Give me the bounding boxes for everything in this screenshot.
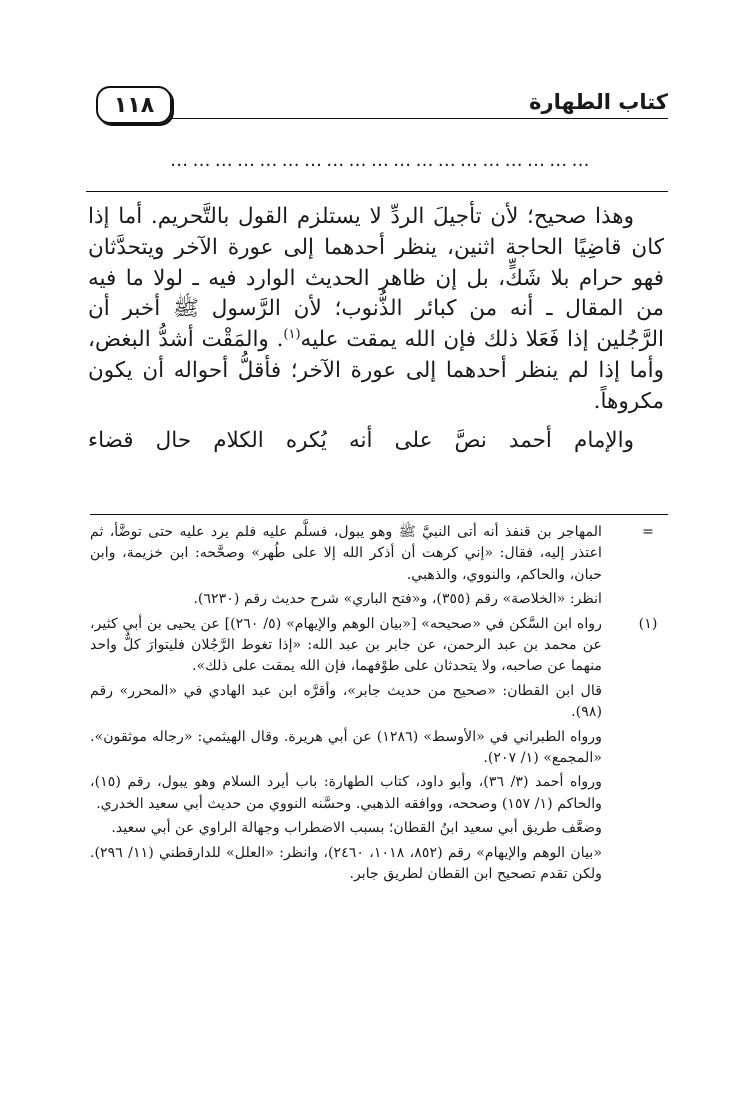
page-header <box>96 86 668 126</box>
footnote-1 <box>90 614 668 886</box>
header-rule <box>170 118 668 119</box>
book-title: كتاب الطهارة <box>529 90 668 114</box>
main-text <box>88 202 664 456</box>
dots-divider: ………………………………………………… <box>170 150 594 171</box>
footnote-line: انظر: «الخلاصة» رقم (٣٥٥)، و«فتح الباري» شرح حديث رقم (٦٢٣٠). <box>193 591 602 608</box>
page-number: ١١٨ <box>96 86 172 124</box>
footnote-line: رواه ابن السَّكن في «صحيحه» [«بيان الوهم والإيهام» (٥/ ٢٦٠)] عن يحيى بن أبي كثير، عن محمد بن عبد الرحمن، عن جابر بن عبد الله: «إذا تغوط الرَّجُلان فليتوارَ كلٌّ واحد منهما عن صاحبه، ولا يتحدثان على طوْفهما، فإن الله يمقت على ذلك». <box>90 615 602 675</box>
paragraph-1-text: وهذا صحيح؛ لأن تأجيلَ الردِّ لا يستلزم القول بالتَّحريم. أما إذا كان قاضِيًا الحاجة اثنين، ينظر أحدهما إلى عورة الآخر ويتحدَّثان فهو حرام بلا شَكٍّ، بل إن ظاهر الحديث الوارد فيه ـ لولا ما فيه من المقال ـ أنه من كبائر الذُّنوب؛ لأن الرَّسول ﷺ أخبر أن الرَّجُلين إذا فَعَلا ذلك فإن الله يمقت عليه <box>88 204 664 353</box>
footnote-line: قال ابن القطان: «صحيح من حديث جابر»، وأقرَّه ابن عبد الهادي في «المحرر» رقم (٩٨). <box>90 682 602 721</box>
top-rule <box>86 191 668 192</box>
main-paragraph-2: والإمام أحمد نصَّ على أنه يُكره الكلام حال قضاء <box>88 427 634 453</box>
main-paragraph-1 <box>88 202 664 418</box>
footnotes <box>90 522 668 889</box>
footnote-line: ورواه الطبراني في «الأوسط» (١٢٨٦) عن أبي هريرة. وقال الهيثمي: «رجاله موثقون». «المجمع» (١/ ٢٠٧). <box>90 728 602 767</box>
footnote-1-marker: (١) <box>638 615 658 632</box>
footnote-line: المهاجر بن قنفذ أنه أتى النبيَّ ﷺ وهو يبول، فسلَّم عليه فلم يرد عليه حتى توضَّأ، ثم اعتذر إليه، فقال: «إني كرهت أن أذكر الله إلا على طُهر» وصحَّحه: ابن خزيمة، وابن حبان، والحاكم، والنووي، والذهبي. <box>90 524 602 583</box>
footnote-line: «بيان الوهم والإيهام» رقم (٨٥٢، ١٠١٨، ٢٤٦٠)، وانظر: «العلل» للدارقطني (١١/ ٢٩٦). ولكن تقدم تصحيح ابن القطان لطريق جابر. <box>90 844 603 883</box>
footnote-ref-1: (١) <box>283 327 301 343</box>
footnote-rule <box>90 514 668 515</box>
footnote-line: وضعَّف طريق أبي سعيد ابنُ القطان؛ بسبب الاضطراب وجهالة الراوي عن أبي سعيد. <box>111 820 602 837</box>
footnote-line: ورواه أحمد (٣/ ٣٦)، وأبو داود، كتاب الطهارة: باب أيرد السلام وهو يبول، رقم (١٥)، والحاكم (١/ ١٥٧) وصححه، ووافقه الذهبي. وحسَّنه النووي من حديث أبي سعيد الخدري. <box>90 774 602 812</box>
footnote-continuation-marker: = <box>642 524 654 540</box>
paragraph-1-end: . والمَقْت أشدُّ البغض، وأما إذا لم ينظر أحدهما إلى عورة الآخر؛ فأقلُّ أحواله أن يكون مكروهاً. <box>88 327 664 414</box>
footnote-continuation <box>90 522 668 611</box>
